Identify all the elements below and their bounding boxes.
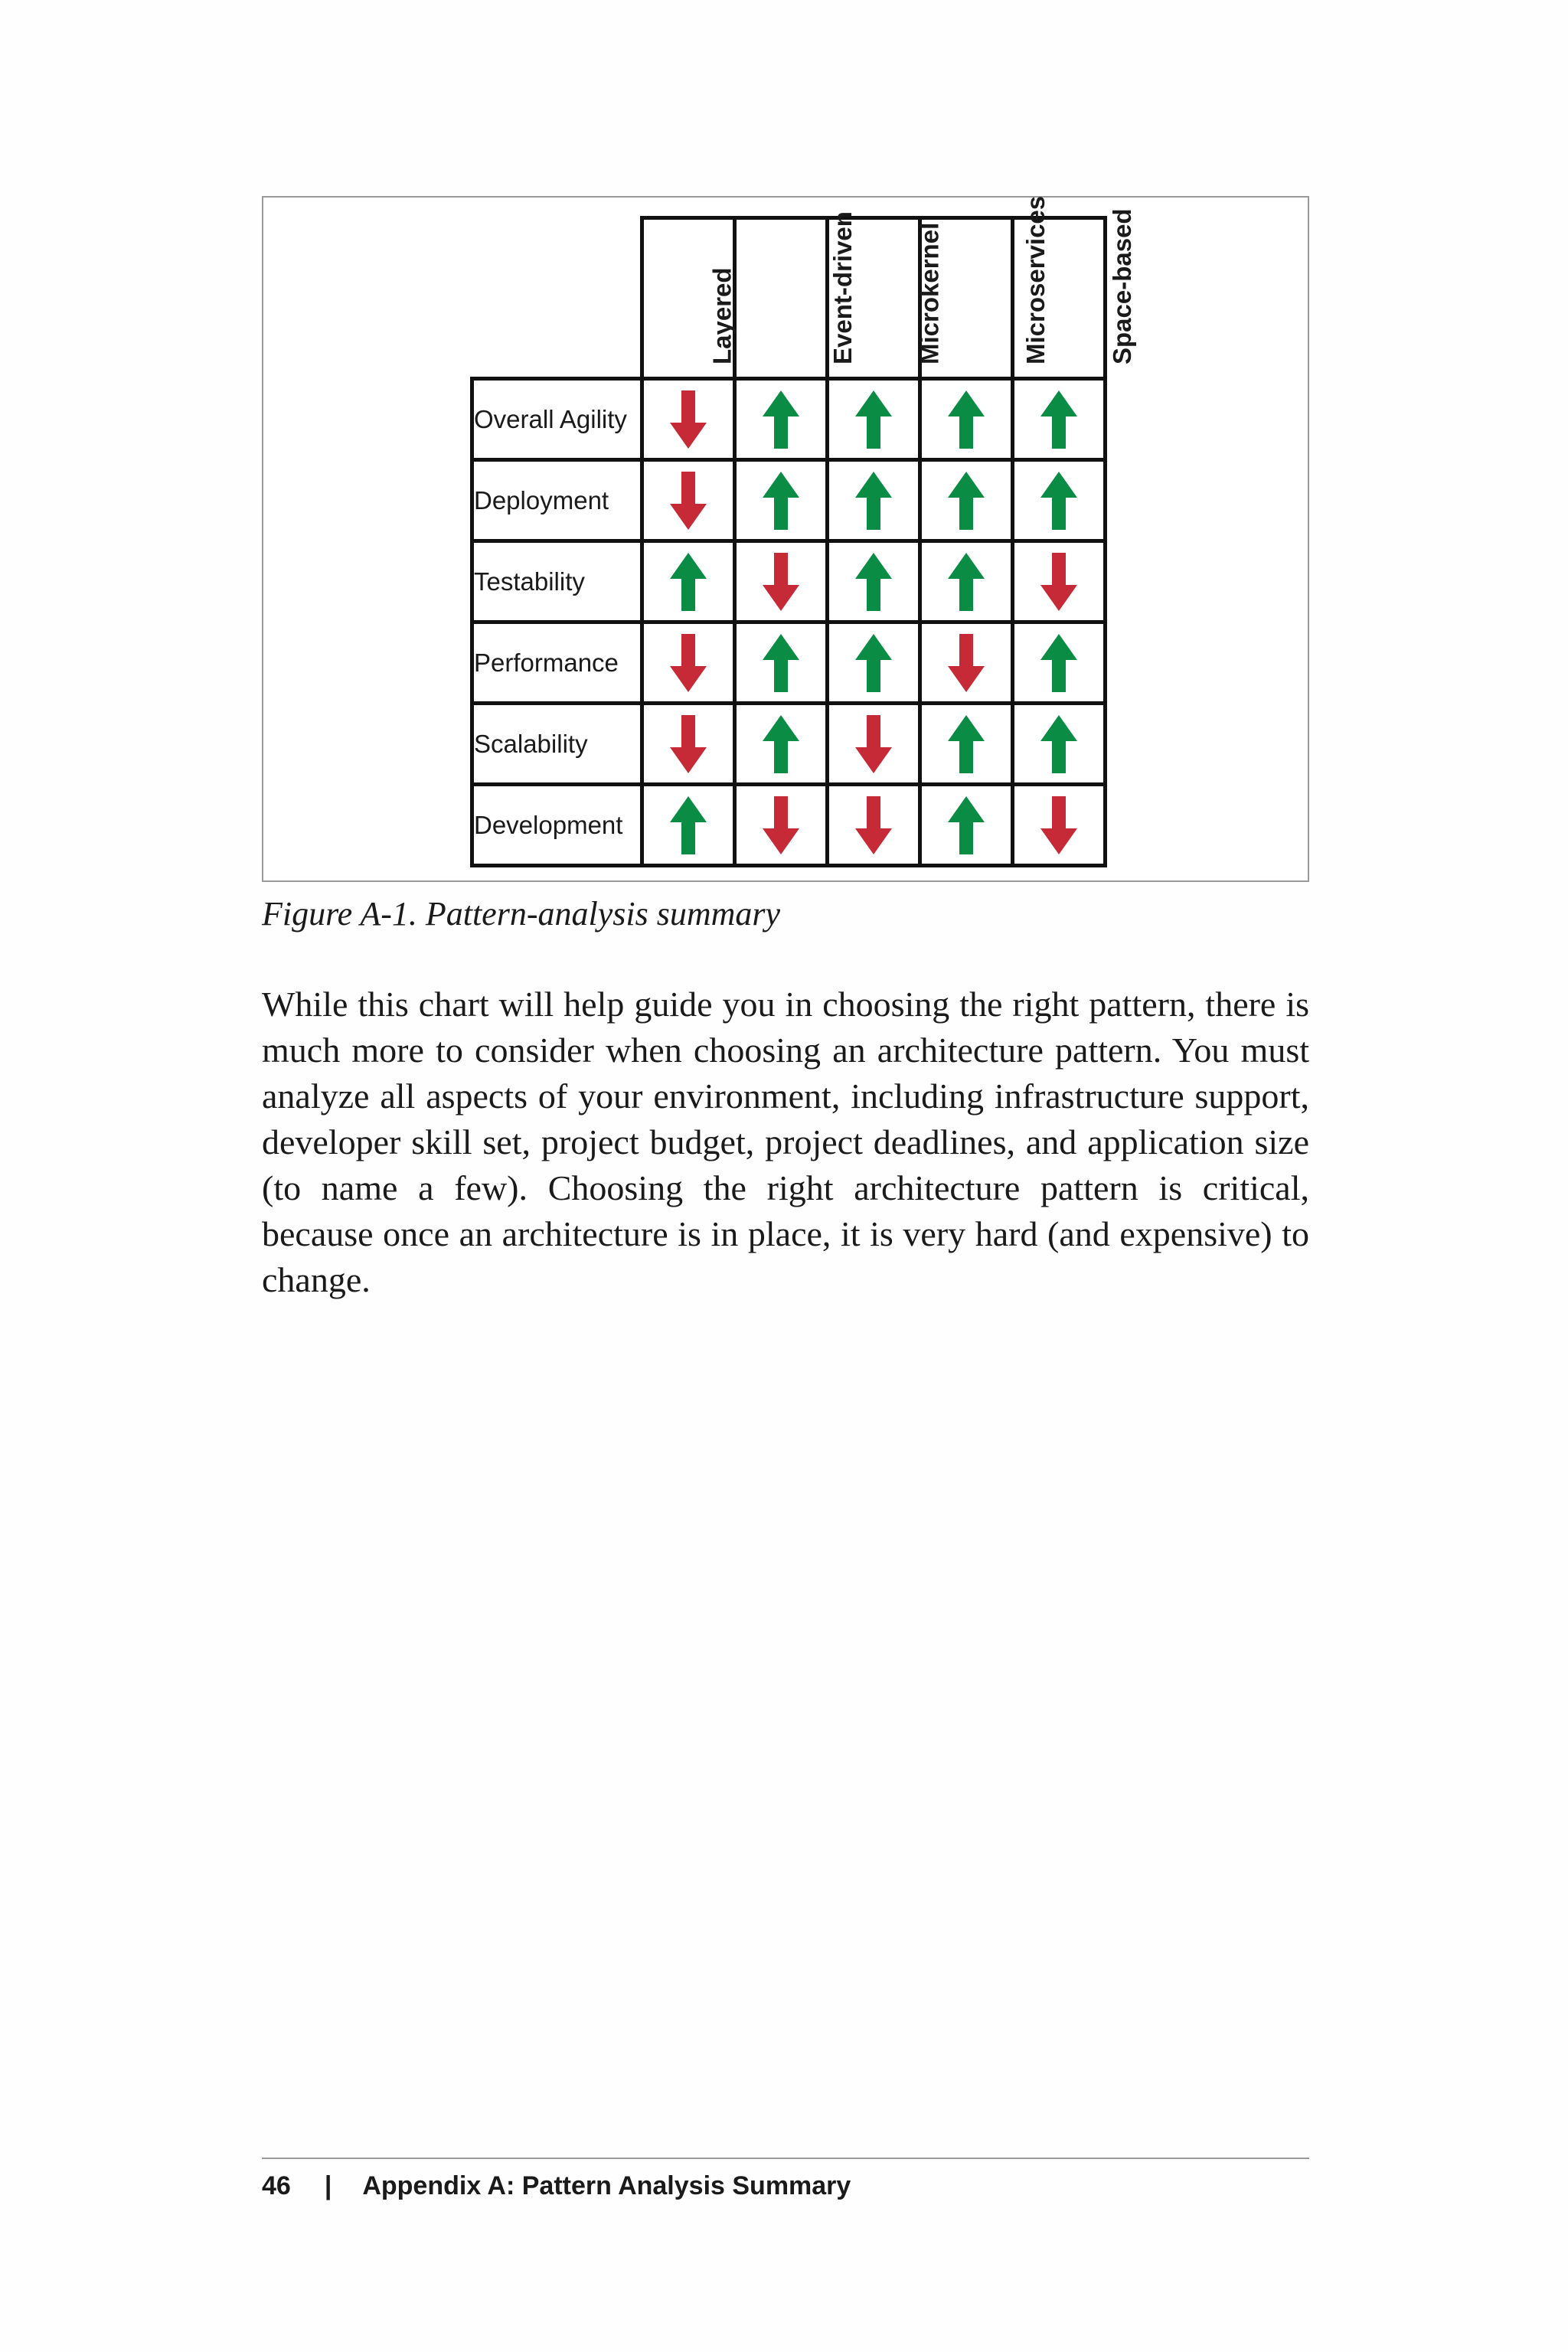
column-header-microservices [920, 195, 1050, 379]
arrow-up-icon [763, 715, 799, 773]
figure-frame [262, 196, 1309, 882]
rating-cell [920, 460, 1013, 541]
arrow-up-icon [670, 553, 707, 611]
arrow-up-icon [1040, 715, 1077, 773]
arrow-up-icon [855, 634, 892, 692]
arrow-up-icon [855, 390, 892, 449]
rating-cell [642, 785, 735, 866]
row-label: Testability [472, 541, 642, 622]
rating-cell [920, 541, 1013, 622]
rating-cell [828, 460, 920, 541]
rating-cell [735, 541, 828, 622]
column-header-layered [642, 218, 735, 379]
arrow-up-icon [670, 796, 707, 854]
rating-cell [828, 379, 920, 460]
column-label: Space-based [1107, 208, 1136, 364]
column-label: Event-driven [828, 211, 857, 364]
arrow-up-icon [763, 472, 799, 530]
rating-cell [642, 704, 735, 785]
arrow-up-icon [948, 553, 985, 611]
rating-cell [735, 379, 828, 460]
rating-cell [642, 541, 735, 622]
rating-cell [920, 704, 1013, 785]
row-label: Overall Agility [472, 379, 642, 460]
rating-cell [1013, 704, 1106, 785]
column-header-microkernel [828, 218, 944, 379]
rating-cell [642, 622, 735, 704]
arrow-down-icon [1040, 553, 1077, 611]
row-label: Development [472, 785, 642, 866]
matrix-row-development [472, 785, 1106, 866]
column-header-event-driven [735, 211, 857, 379]
footer-divider [262, 2158, 1309, 2159]
rating-cell [1013, 379, 1106, 460]
row-label: Performance [472, 622, 642, 704]
arrow-up-icon [948, 390, 985, 449]
rating-cell [920, 379, 1013, 460]
matrix-row-overall-agility [472, 379, 1106, 460]
arrow-down-icon [670, 390, 707, 449]
arrow-up-icon [948, 472, 985, 530]
arrow-down-icon [1040, 796, 1077, 854]
row-label: Deployment [472, 460, 642, 541]
matrix-body [472, 379, 1106, 866]
arrow-up-icon [948, 715, 985, 773]
pattern-analysis-matrix [470, 195, 1136, 867]
arrow-down-icon [855, 715, 892, 773]
arrow-up-icon [1040, 472, 1077, 530]
arrow-up-icon [1040, 634, 1077, 692]
rating-cell [642, 379, 735, 460]
arrow-down-icon [670, 472, 707, 530]
column-label: Microkernel [915, 222, 944, 364]
rating-cell [735, 704, 828, 785]
figure-caption: Figure A-1. Pattern-analysis summary [262, 895, 781, 933]
rating-cell [828, 541, 920, 622]
arrow-up-icon [763, 634, 799, 692]
rating-cell [735, 622, 828, 704]
arrow-up-icon [948, 796, 985, 854]
rating-cell [920, 622, 1013, 704]
column-label: Layered [707, 267, 737, 364]
rating-cell [828, 622, 920, 704]
arrow-down-icon [855, 796, 892, 854]
matrix-row-scalability [472, 704, 1106, 785]
rating-cell [828, 704, 920, 785]
rating-cell [1013, 541, 1106, 622]
column-header-row [472, 218, 1106, 379]
page-number: 46 [262, 2171, 291, 2200]
matrix-row-performance [472, 622, 1106, 704]
rating-cell [735, 460, 828, 541]
rating-cell [642, 460, 735, 541]
rating-cell [920, 785, 1013, 866]
page-footer [262, 2171, 851, 2201]
rating-cell [1013, 622, 1106, 704]
row-label: Scalability [472, 704, 642, 785]
rating-cell [735, 785, 828, 866]
arrow-down-icon [670, 715, 707, 773]
arrow-down-icon [763, 796, 799, 854]
arrow-down-icon [670, 634, 707, 692]
matrix-corner [472, 218, 642, 379]
footer-separator: | [324, 2171, 332, 2200]
arrow-up-icon [855, 472, 892, 530]
matrix-row-testability [472, 541, 1106, 622]
arrow-up-icon [855, 553, 892, 611]
arrow-down-icon [763, 553, 799, 611]
arrow-down-icon [948, 634, 985, 692]
chapter-title: Appendix A: Pattern Analysis Summary [362, 2171, 851, 2200]
rating-cell [828, 785, 920, 866]
matrix-row-deployment [472, 460, 1106, 541]
rating-cell [1013, 785, 1106, 866]
column-header-space-based [1013, 208, 1136, 379]
arrow-up-icon [763, 390, 799, 449]
column-label: Microservices [1021, 195, 1050, 364]
arrow-up-icon [1040, 390, 1077, 449]
body-paragraph: While this chart will help guide you in choosing the right pattern, there is much more to consider when choosing an architecture pattern. You must analyze all aspects of your environment, including infrastructure support, developer skill set, project budget, project deadlines, and application size (to name a few). Choosing the right architecture pattern is critical, because once an architecture is in place, it is very hard (and expensive) to change. [262, 985, 1309, 1299]
rating-cell [1013, 460, 1106, 541]
